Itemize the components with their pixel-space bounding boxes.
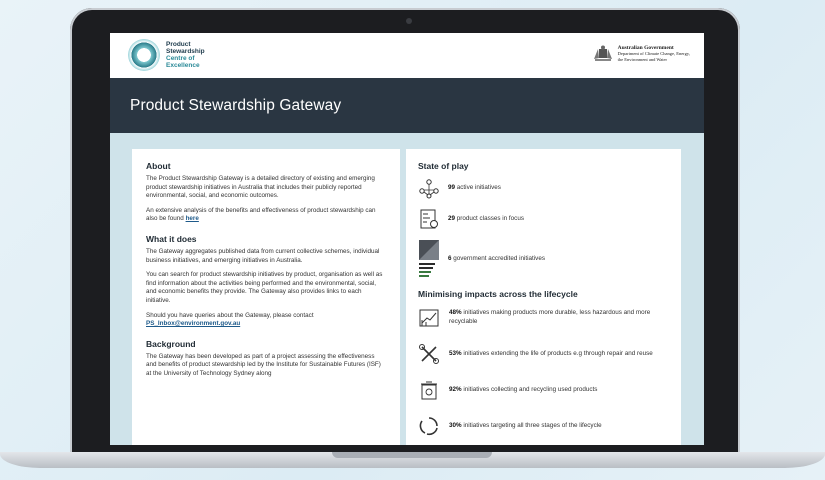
stat-active-initiatives: 99 active initiatives xyxy=(418,177,669,199)
tools-icon xyxy=(418,343,440,365)
browser-viewport xyxy=(110,33,704,445)
background-text: The Gateway has been developed as part of a project assessing the effectiveness and benefits of product stewardship led by the Institute for Sustainable Futures (ISF) at the University of Technology Sydney along xyxy=(146,352,381,377)
cycle-arrows-icon xyxy=(418,415,440,437)
design-chart-icon xyxy=(418,307,440,329)
impact-recycling: 92% initiatives collecting and recycling used products xyxy=(418,379,669,401)
page-title: Product Stewardship Gateway xyxy=(130,96,342,114)
background-heading: Background xyxy=(146,338,196,349)
lifecycle-heading: Minimising impacts across the lifecycle xyxy=(418,289,578,299)
what-text-2: You can search for product stewardship initiatives by product, organisation as well as find information about the activities being performed and the environmental, social, and economic benefits they provide. The Gateway also provides links to each initiative. xyxy=(146,271,383,304)
laptop-notch xyxy=(332,452,492,458)
site-header xyxy=(110,33,704,78)
psce-logo-icon xyxy=(128,39,160,71)
psce-logo[interactable] xyxy=(128,39,205,71)
stat-product-classes: 29 product classes in focus xyxy=(418,208,669,230)
what-text-1: The Gateway aggregates published data from current collective schemes, individual business initiatives, and emerging initiatives in Australia. xyxy=(146,247,380,264)
webcam-icon xyxy=(406,18,412,24)
gov-text: Australian Government Department of Climate Change, Energy, the Environment and Water xyxy=(617,44,690,62)
australian-government-logo[interactable] xyxy=(592,45,690,63)
page-banner xyxy=(110,78,704,133)
psce-logo-text: Product Stewardship Centre of Excellence xyxy=(166,41,205,69)
info-panel xyxy=(132,149,400,445)
stats-panel xyxy=(406,149,681,445)
state-of-play-heading: State of play xyxy=(418,161,469,171)
accredited-badge-icon xyxy=(418,239,440,279)
contact-text: Should you have queries about the Gateway, please contact PS_Inbox@environment.gov.au xyxy=(146,311,314,328)
product-classes-icon xyxy=(418,208,440,230)
stat-accredited: 6 government accredited initiatives xyxy=(418,239,669,279)
what-it-does-heading: What it does xyxy=(146,233,197,244)
network-people-icon xyxy=(418,177,440,199)
here-link[interactable]: here xyxy=(185,215,199,223)
about-text: The Product Stewardship Gateway is a detailed directory of existing and emerging product stewardship initiatives in Australia that includes their publicly reported environmental, social, and economic outcomes. xyxy=(146,175,375,200)
analysis-text: An extensive analysis of the benefits and effectiveness of product stewardship can also be found here xyxy=(146,206,376,223)
impact-lifecycle: 30% initiatives targeting all three stages of the lifecycle xyxy=(418,415,669,437)
impact-durable: 48% initiatives making products more durable, less hazardous and more recyclable xyxy=(418,307,669,329)
impact-repair: 53% initiatives extending the life of products e.g through repair and reuse xyxy=(418,343,669,365)
contact-email-link[interactable]: PS_Inbox@environment.gov.au xyxy=(146,320,241,328)
coat-of-arms-icon xyxy=(592,45,614,63)
recycling-bin-icon xyxy=(418,379,440,401)
about-heading: About xyxy=(146,161,171,171)
